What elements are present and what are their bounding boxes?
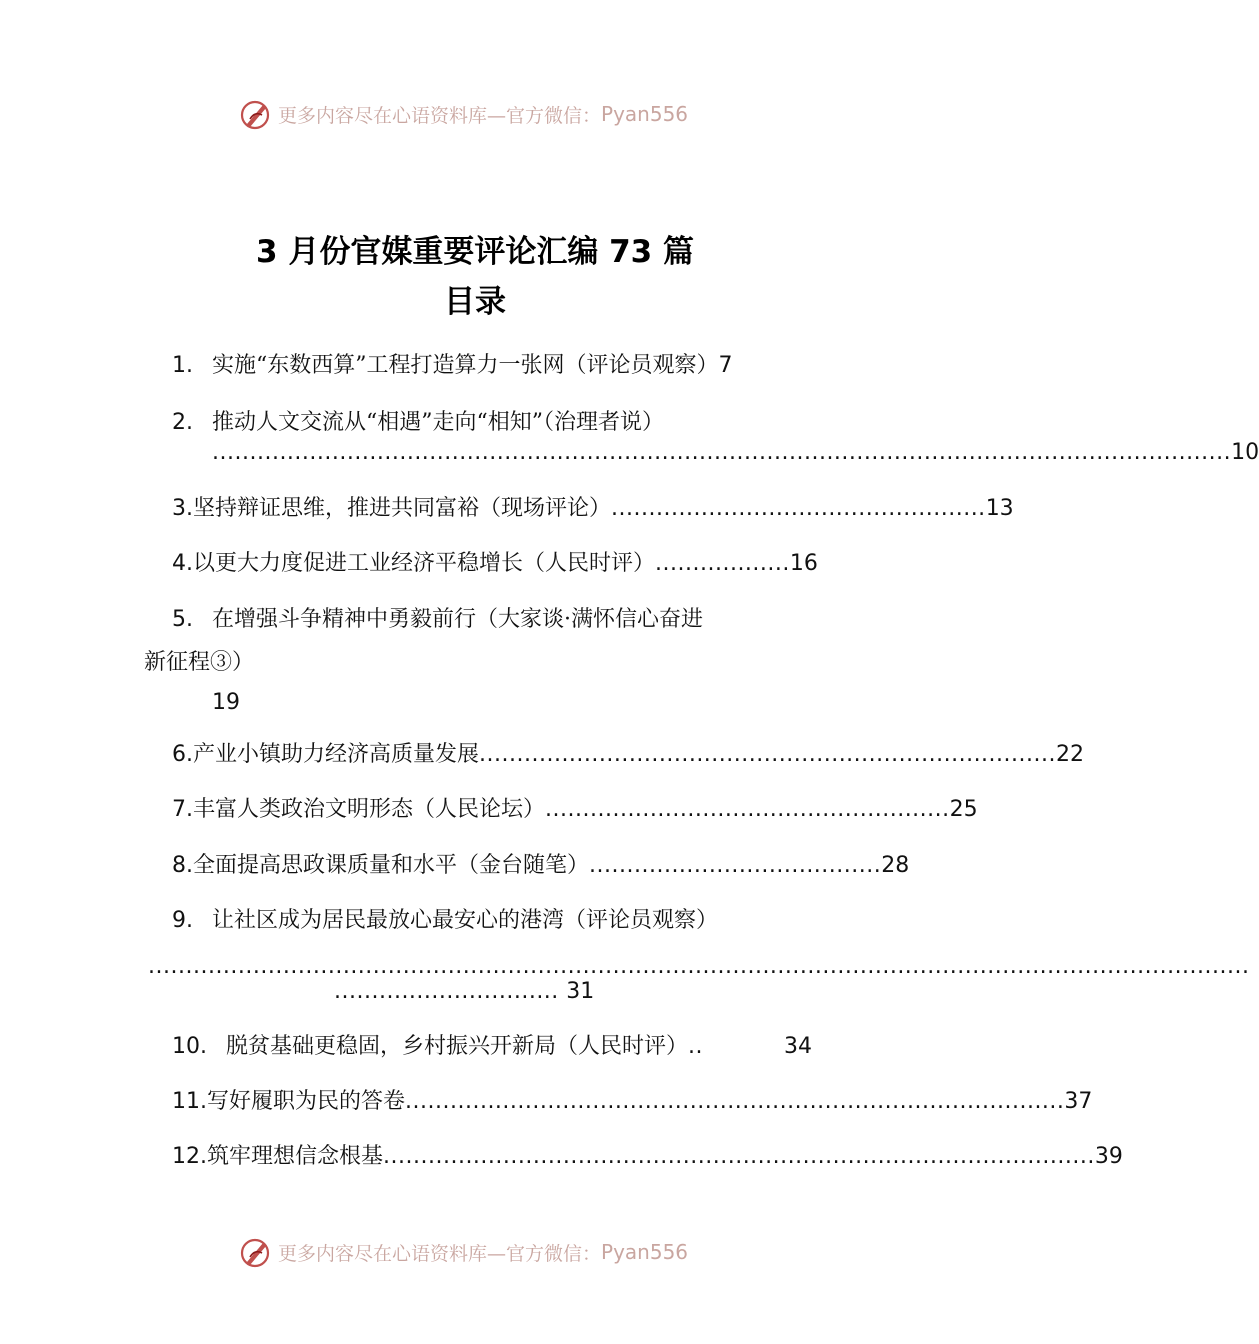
toc-num: 5.	[172, 607, 193, 632]
toc-item-12[interactable]	[172, 1142, 1123, 1172]
toc-leader-dots: ........................................................................................................................................	[212, 440, 1232, 465]
pen-seal-icon	[238, 97, 272, 131]
toc-item-4[interactable]	[172, 549, 818, 579]
toc-leader-dots: ..................	[655, 551, 790, 576]
toc-leader-dots: .............................................................................	[479, 742, 1056, 767]
toc-num: 11.	[172, 1089, 207, 1114]
toc-page: 34	[784, 1034, 812, 1059]
toc-page: 16	[789, 551, 818, 576]
toc-page: 39	[1094, 1144, 1123, 1169]
toc-num: 12.	[172, 1144, 207, 1169]
toc-text: 让社区成为居民最放心最安心的港湾（评论员观察）	[212, 908, 719, 933]
toc-item-1[interactable]	[172, 351, 733, 381]
pen-seal-icon	[238, 1235, 272, 1269]
toc-num: 2.	[172, 410, 193, 435]
watermark-wechat-id: Pyan556	[601, 102, 689, 126]
toc-item-5[interactable]	[172, 605, 703, 635]
toc-text: 以更大力度促进工业经济平稳增长（人民时评）	[193, 551, 656, 576]
toc-page: 28	[881, 853, 910, 878]
toc-leader-dots: ........................................................................................	[405, 1089, 1065, 1114]
toc-text: 全面提高思政课质量和水平（金台随笔）	[193, 853, 590, 878]
toc-leader-dots: ..............................	[334, 979, 567, 1004]
toc-leader-dots: .......................................	[589, 853, 882, 878]
toc-item-8[interactable]	[172, 851, 910, 881]
watermark-text: 更多内容尽在心语资料库—官方微信：	[278, 1242, 602, 1265]
toc-item-9[interactable]	[172, 906, 718, 936]
watermark-text: 更多内容尽在心语资料库—官方微信：	[278, 104, 602, 127]
toc-leader-dots: ......................................................	[545, 797, 950, 822]
toc-text: 产业小镇助力经济高质量发展	[193, 742, 480, 767]
toc-item-11[interactable]	[172, 1087, 1093, 1117]
document-title: 3 月份官媒重要评论汇编 73 篇	[255, 234, 695, 270]
toc-text: 脱贫基础更稳固，乡村振兴开新局（人民时评）	[226, 1034, 689, 1059]
toc-item-5-cont[interactable]	[144, 648, 254, 678]
toc-item-5-page[interactable]	[212, 688, 240, 718]
toc-item-9-leader-2[interactable]	[334, 977, 594, 1007]
toc-num: 4.	[172, 551, 193, 576]
toc-num: 1.	[172, 353, 193, 378]
toc-num: 6.	[172, 742, 193, 767]
toc-text: 写好履职为民的答卷	[207, 1089, 406, 1114]
toc-leader-dots: ..................................................	[611, 496, 986, 521]
toc-num: 10.	[172, 1034, 207, 1059]
toc-leader-dots: ..	[688, 1034, 704, 1059]
toc-text: 筑牢理想信念根基	[207, 1144, 384, 1169]
toc-text: 坚持辩证思维，推进共同富裕（现场评论）	[193, 496, 612, 521]
toc-item-6[interactable]	[172, 740, 1084, 770]
toc-text-continued: 新征程③）	[144, 650, 255, 675]
toc-num: 7.	[172, 797, 193, 822]
toc-item-7[interactable]	[172, 795, 978, 825]
toc-leader-dots: ...................................................................................................................................................	[148, 954, 1250, 979]
toc-item-2[interactable]	[172, 408, 664, 438]
toc-heading: 目录	[444, 284, 506, 320]
toc-page: 25	[949, 797, 978, 822]
toc-num: 3.	[172, 496, 193, 521]
toc-page: 10	[1231, 440, 1259, 465]
toc-text: 实施“东数西算”工程打造算力一张网（评论员观察）	[212, 353, 719, 378]
toc-page: 37	[1064, 1089, 1093, 1114]
toc-text: 在增强斗争精神中勇毅前行（大家谈·满怀信心奋进	[212, 607, 703, 632]
toc-num: 8.	[172, 853, 193, 878]
toc-page: 22	[1056, 742, 1084, 767]
toc-text: 丰富人类政治文明形态（人民论坛）	[193, 797, 546, 822]
toc-item-2-leader[interactable]	[212, 438, 1259, 468]
toc-item-10[interactable]	[172, 1032, 812, 1062]
toc-page: 7	[718, 353, 733, 378]
header-watermark	[238, 96, 688, 132]
toc-page: 13	[985, 496, 1014, 521]
toc-item-3[interactable]	[172, 494, 1014, 524]
toc-leader-dots: ...............................................................................................	[383, 1144, 1095, 1169]
toc-page: 19	[212, 690, 240, 715]
toc-num: 9.	[172, 908, 193, 933]
footer-watermark	[238, 1234, 688, 1270]
toc-text: 推动人文交流从“相遇”走向“相知”（治理者说）	[212, 410, 664, 435]
watermark-wechat-id: Pyan556	[601, 1240, 689, 1264]
toc-page: 31	[566, 979, 595, 1004]
